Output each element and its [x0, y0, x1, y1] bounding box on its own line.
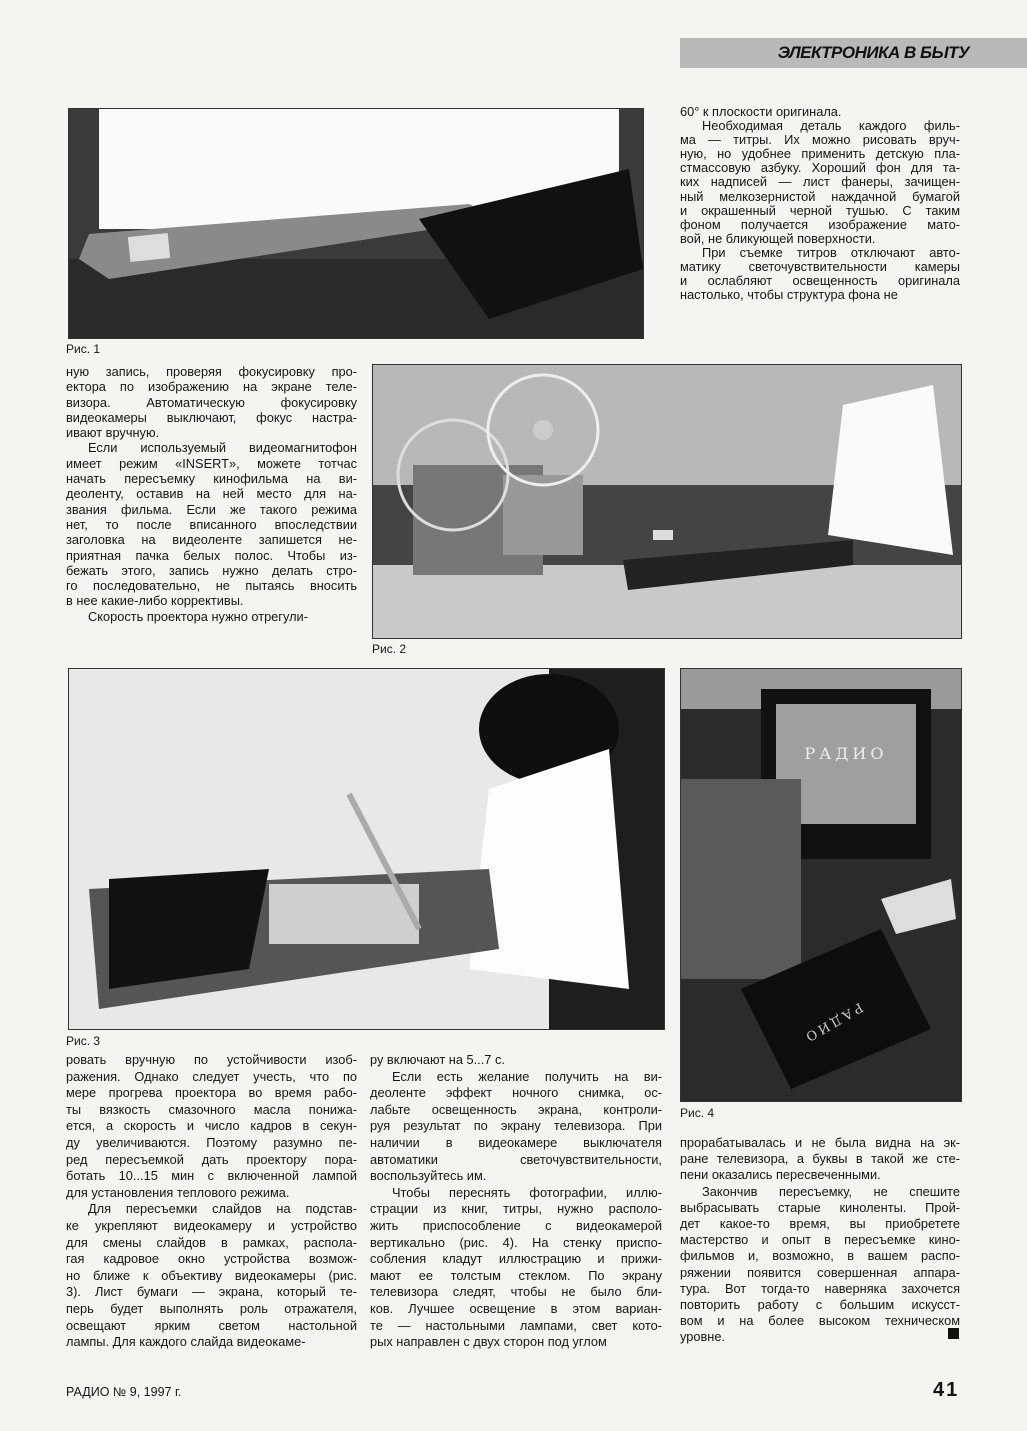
- text-line: выбрасывать старые киноленты. Прой-: [680, 1199, 960, 1215]
- text-line: матику светочувствительности камеры: [680, 260, 960, 275]
- text-line: Закончив пересъемку, не спешите: [702, 1183, 960, 1199]
- text-line: ную запись, проверяя фокусировку про-: [66, 364, 357, 379]
- text-line: ких надписей — лист фанеры, зачищен-: [680, 175, 960, 190]
- text-line: телевизора следят, чтобы не было бли-: [370, 1284, 662, 1300]
- text-line: вой, не бликующей поверхности.: [680, 231, 876, 246]
- text-line: мают ее толстым стеклом. По экрану: [370, 1267, 662, 1283]
- figure-4-caption: Рис. 4: [680, 1106, 715, 1120]
- text-line: Если используемый видеомагнитофон: [88, 440, 357, 456]
- text-line: дет какое-то время, вы приобретете: [680, 1216, 960, 1232]
- text-line: ма — титры. Их можно рисовать вруч-: [680, 133, 960, 148]
- text-line: деоленту, оставив на ней место для на-: [66, 486, 357, 502]
- text-line: лабьте освещенность экрана, контроли-: [370, 1101, 662, 1117]
- text-line: приятная пачка белых полос. Чтобы из-: [66, 547, 357, 563]
- text-line: для смены слайдов в рамках, распола-: [66, 1234, 357, 1250]
- text-line: фоном получается изображение мато-: [680, 217, 960, 232]
- text-line: фильмов и, возможно, в вашем распо-: [680, 1248, 960, 1264]
- text-line: ке укрепляют видеокамеру и устройство: [66, 1217, 357, 1233]
- figure-1-caption: Рис. 1: [66, 342, 101, 356]
- text-line: освещают ярким светом настольной: [66, 1317, 357, 1333]
- text-line: повторить работу с большим искусст-: [680, 1297, 960, 1313]
- text-line: но ближе к объективу видеокамеры (рис.: [66, 1267, 357, 1283]
- text-line: рых направлен с двух сторон под углом: [370, 1334, 607, 1350]
- text-line: настолько, чтобы структура фона не: [680, 288, 898, 303]
- text-line: ране телевизора, а буквы в такой же сте-: [680, 1151, 960, 1167]
- figure-4-screen-text: РАДИО: [804, 744, 888, 763]
- text-column-bottom-left: [66, 1052, 357, 1351]
- text-line: При съемке титров отключают авто-: [702, 245, 960, 260]
- text-line: начать пересъемку кинофильма на ви-: [66, 471, 357, 487]
- figure-4-photo: [680, 668, 962, 1102]
- text-line: ты вязкость смазочного масла понижа-: [66, 1101, 357, 1117]
- text-line: автоматики светочувствительности,: [370, 1151, 662, 1167]
- text-line: имеет режим «INSERT», можете тотчас: [66, 455, 357, 471]
- text-line: воспользуйтесь им.: [370, 1168, 487, 1184]
- text-line: видеокамеры выключают, фокус настра-: [66, 409, 357, 425]
- text-line: Чтобы переснять фотографии, иллю-: [392, 1184, 662, 1200]
- text-line: ется, а скорость и число кадров в секун-: [66, 1118, 357, 1134]
- section-title: ЭЛЕКТРОНИКА В БЫТУ: [777, 43, 969, 62]
- text-line: ру включают на 5...7 с.: [370, 1052, 505, 1067]
- text-column-top-left: [66, 364, 357, 624]
- text-line: Необходимая деталь каждого филь-: [702, 119, 960, 134]
- text-line: Скорость проектора нужно отрегули-: [88, 608, 308, 624]
- text-column-bottom-right: [680, 1135, 960, 1346]
- text-line: перь будет выполнять роль отражателя,: [66, 1300, 357, 1316]
- text-line: Для пересъемки слайдов на подстав-: [88, 1201, 357, 1217]
- text-line: деоленте эффект ночного снимка, ос-: [370, 1085, 662, 1101]
- figure-1-photo: [68, 108, 644, 339]
- text-line: ную, но удобнее применить детскую пла-: [680, 147, 960, 162]
- figure-2-caption: Рис. 2: [372, 642, 407, 656]
- text-line: уровне.: [680, 1329, 726, 1345]
- text-line: звания фильма. Если же такого режима: [66, 501, 357, 517]
- text-line: ивают вручную.: [66, 425, 160, 441]
- text-line: ков. Лучшее освещение в этом вариан-: [370, 1300, 662, 1316]
- text-line: пени оказались пересвеченными.: [680, 1167, 881, 1183]
- text-line: руя результат по экрану телевизора. При: [370, 1118, 662, 1134]
- text-line: гая кадровое окно устройства возмож-: [66, 1251, 357, 1267]
- text-line: нет, то после вписанного впоследствии: [66, 516, 357, 532]
- text-line: тура. Вот тогда-то наверняка захочется: [680, 1280, 960, 1296]
- text-line: для установления теплового режима.: [66, 1184, 290, 1200]
- text-line: ный мелкозернистой наждачной бумагой: [680, 189, 960, 204]
- text-line: собления кладут иллюстрацию и прижи-: [370, 1251, 662, 1267]
- text-line: 60° к плоскости оригинала.: [680, 105, 842, 119]
- text-line: бежать этого, запись нужно делать стро-: [66, 562, 357, 578]
- end-of-article-mark: [948, 1328, 959, 1339]
- text-line: жить приспособление с видеокамерой: [370, 1217, 662, 1233]
- text-line: 3). Лист бумаги — экрана, который те-: [66, 1284, 357, 1300]
- text-line: ектора по изображению на экране теле-: [66, 379, 357, 395]
- text-line: наличии в видеокамере выключателя: [370, 1134, 662, 1150]
- figure-2-photo: [372, 364, 962, 639]
- text-column-top-right: [680, 105, 960, 302]
- text-line: прорабатывалась и не была видна на эк-: [680, 1135, 960, 1150]
- text-line: вом и на более высоком техническом: [680, 1313, 960, 1329]
- text-line: заголовка на видеоленте запишется не-: [66, 532, 357, 548]
- text-line: Если есть желание получить на ви-: [392, 1068, 662, 1084]
- page-number: 41: [933, 1379, 960, 1401]
- text-line: визора. Автоматическую фокусировку: [66, 394, 357, 410]
- figure-4-card-text: РАДИО: [800, 998, 866, 1046]
- section-banner: [680, 38, 1027, 68]
- text-line: стмассовую азбуку. Хороший фон для та-: [680, 161, 960, 176]
- text-line: те — настольными лампами, свет кото-: [370, 1317, 662, 1333]
- text-line: и окрашенный черной тушью. С таким: [680, 203, 960, 218]
- text-line: мере прогрева проектора во время рабо-: [66, 1085, 357, 1101]
- text-line: ряжении появится совершенная аппара-: [680, 1264, 960, 1280]
- text-line: мастерство и опыт в пересъемке кино-: [680, 1232, 960, 1248]
- text-line: ду увеличиваются. Поэтому разумно пе-: [66, 1134, 357, 1150]
- text-line: страции из книг, титры, нужно располо-: [370, 1201, 662, 1217]
- text-line: го последовательно, не пытаясь вносить: [66, 578, 357, 594]
- text-line: вертикально (рис. 4). На стенку приспо-: [370, 1234, 662, 1250]
- text-line: ред пересъемкой дать проектору пора-: [66, 1151, 357, 1167]
- figure-3-photo: [68, 668, 665, 1030]
- text-line: ботать 10...15 мин с включенной лампой: [66, 1168, 357, 1184]
- figure-3-caption: Рис. 3: [66, 1034, 101, 1048]
- footer-issue: РАДИО № 9, 1997 г.: [66, 1385, 182, 1399]
- text-line: ровать вручную по устойчивости изоб-: [66, 1052, 357, 1067]
- text-line: ражения. Однако следует учесть, что по: [66, 1068, 357, 1084]
- text-column-bottom-middle: [370, 1052, 662, 1351]
- text-line: лампы. Для каждого слайда видеокаме-: [66, 1334, 306, 1350]
- text-line: в нее какие-либо коррективы.: [66, 593, 244, 609]
- text-line: и ослабляют освещенность оригинала: [680, 274, 960, 289]
